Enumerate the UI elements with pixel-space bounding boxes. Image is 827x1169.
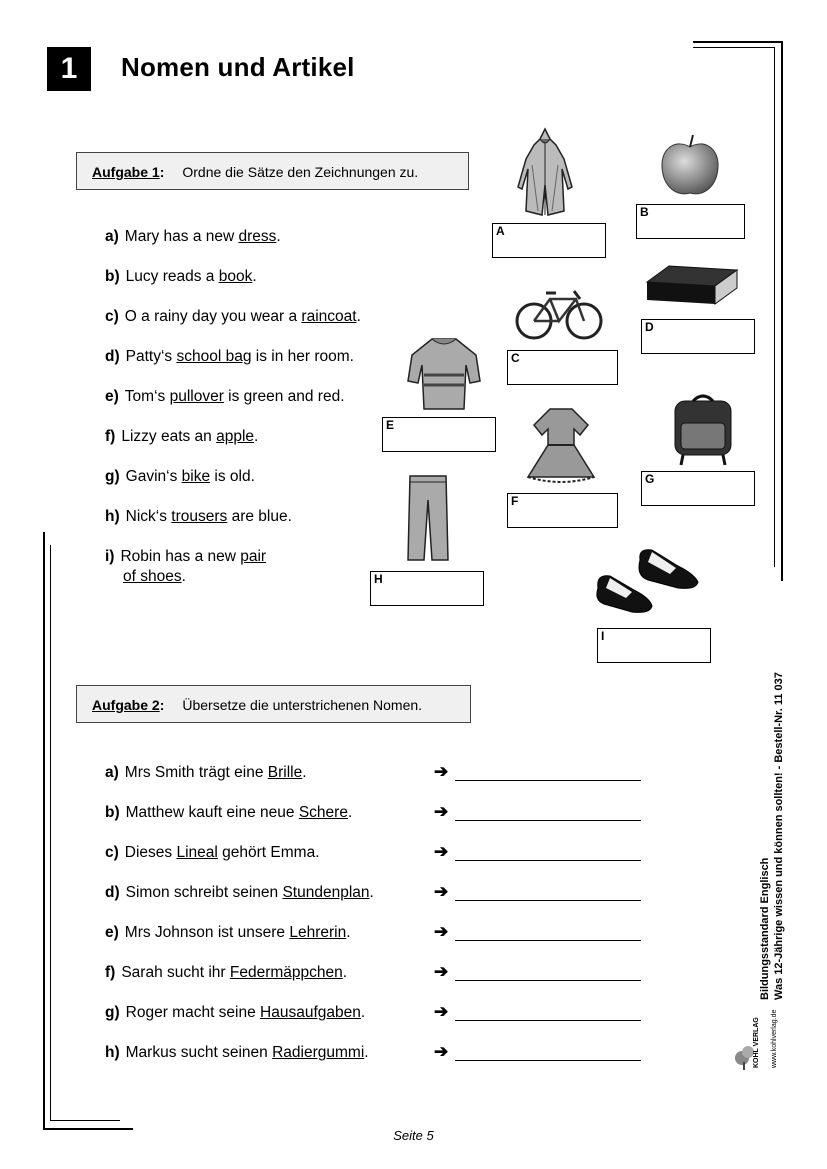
- frame-line: [693, 47, 775, 48]
- answer-line-f[interactable]: [455, 980, 641, 981]
- sidebar-line1: Bildungsstandard Englisch: [759, 857, 771, 1000]
- page-title: Nomen und Artikel: [121, 52, 355, 82]
- arrow-icon: ➔: [434, 762, 449, 781]
- task1-sentence-g: g) Gavin‘s bike is old.: [105, 468, 255, 485]
- raincoat-picture: [512, 125, 578, 217]
- answer-box-h[interactable]: H: [370, 571, 484, 606]
- chapter-number: 1: [47, 47, 91, 91]
- page-number: Seite 5: [393, 1128, 434, 1143]
- apple-picture: [657, 133, 723, 199]
- answer-line-e[interactable]: [455, 940, 641, 941]
- answer-box-g[interactable]: G: [641, 471, 755, 506]
- frame-line: [774, 47, 775, 567]
- answer-line-d[interactable]: [455, 900, 641, 901]
- arrow-icon: ➔: [434, 922, 449, 941]
- publisher-url: www.kohlverlag.de: [771, 1009, 778, 1068]
- task1-instruction: Ordne die Sätze den Zeichnungen zu.: [182, 164, 419, 180]
- task2-sentence-e: e) Mrs Johnson ist unsere Lehrerin.: [105, 924, 351, 941]
- task2-sentence-d: d) Simon schreibt seinen Stundenplan.: [105, 884, 374, 901]
- bicycle-picture: [514, 283, 604, 343]
- task1-sentence-d: d) Patty‘s school bag is in her room.: [105, 348, 354, 365]
- task2-colon: :: [159, 697, 165, 713]
- answer-box-e[interactable]: E: [382, 417, 496, 452]
- task2-sentence-c: c) Dieses Lineal gehört Emma.: [105, 844, 320, 861]
- arrow-icon: ➔: [434, 1002, 449, 1021]
- task2-sentence-h: h) Markus sucht seinen Radiergummi.: [105, 1044, 369, 1061]
- answer-box-f[interactable]: F: [507, 493, 618, 528]
- frame-line: [693, 41, 783, 43]
- task2-sentence-f: f) Sarah sucht ihr Federmäppchen.: [105, 964, 348, 981]
- trousers-picture: [404, 472, 452, 564]
- answer-box-i[interactable]: I: [597, 628, 711, 663]
- task2-sentence-b: b) Matthew kauft eine neue Schere.: [105, 804, 353, 821]
- task1-sentence-a: a) Mary has a new dress.: [105, 228, 281, 245]
- sidebar-line2: Was 12-Jährige wissen und können sollten! - Bestell-Nr. 11 037: [773, 672, 785, 1000]
- task1-sentence-f: f) Lizzy eats an apple.: [105, 428, 259, 445]
- sidebar-text: [758, 672, 786, 1000]
- arrow-icon: ➔: [434, 842, 449, 861]
- frame-line: [43, 532, 45, 1130]
- frame-line: [50, 545, 51, 1121]
- task1-label: Aufgabe 1: [92, 164, 160, 180]
- answer-line-c[interactable]: [455, 860, 641, 861]
- task1-sentence-i: i) Robin has a new pair: [105, 548, 267, 565]
- answer-box-c[interactable]: C: [507, 350, 618, 385]
- answer-line-b[interactable]: [455, 820, 641, 821]
- task1-sentence-h: h) Nick‘s trousers are blue.: [105, 508, 292, 525]
- task1-sentence-c: c) O a rainy day you wear a raincoat.: [105, 308, 361, 325]
- arrow-icon: ➔: [434, 962, 449, 981]
- answer-box-d[interactable]: D: [641, 319, 755, 354]
- task2-sentence-a: a) Mrs Smith trägt eine Brille.: [105, 764, 307, 781]
- task1-colon: :: [159, 164, 165, 180]
- answer-line-a[interactable]: [455, 780, 641, 781]
- frame-line: [50, 1120, 120, 1121]
- frame-line: [781, 41, 783, 581]
- book-picture: [643, 262, 741, 308]
- task2-sentence-g: g) Roger macht seine Hausaufgaben.: [105, 1004, 366, 1021]
- task1-sentence-e: e) Tom‘s pullover is green and red.: [105, 388, 345, 405]
- task1-sentence-b: b) Lucy reads a book.: [105, 268, 257, 285]
- school-bag-picture: [667, 393, 739, 467]
- publisher-name: KOHL VERLAG: [753, 1017, 760, 1068]
- task1-instruction-box: [76, 152, 469, 190]
- shoes-picture: [590, 548, 704, 620]
- dress-picture: [522, 405, 600, 487]
- task2-instruction-box: [76, 685, 471, 723]
- pullover-picture: [406, 335, 482, 413]
- arrow-icon: ➔: [434, 1042, 449, 1061]
- task2-instruction: Übersetze die unterstrichenen Nomen.: [182, 697, 423, 713]
- answer-box-b[interactable]: B: [636, 204, 745, 239]
- answer-line-h[interactable]: [455, 1060, 641, 1061]
- task1-sentence-i-cont: of shoes.: [123, 568, 186, 585]
- answer-box-a[interactable]: A: [492, 223, 606, 258]
- task2-label: Aufgabe 2: [92, 697, 160, 713]
- answer-line-g[interactable]: [455, 1020, 641, 1021]
- arrow-icon: ➔: [434, 802, 449, 821]
- arrow-icon: ➔: [434, 882, 449, 901]
